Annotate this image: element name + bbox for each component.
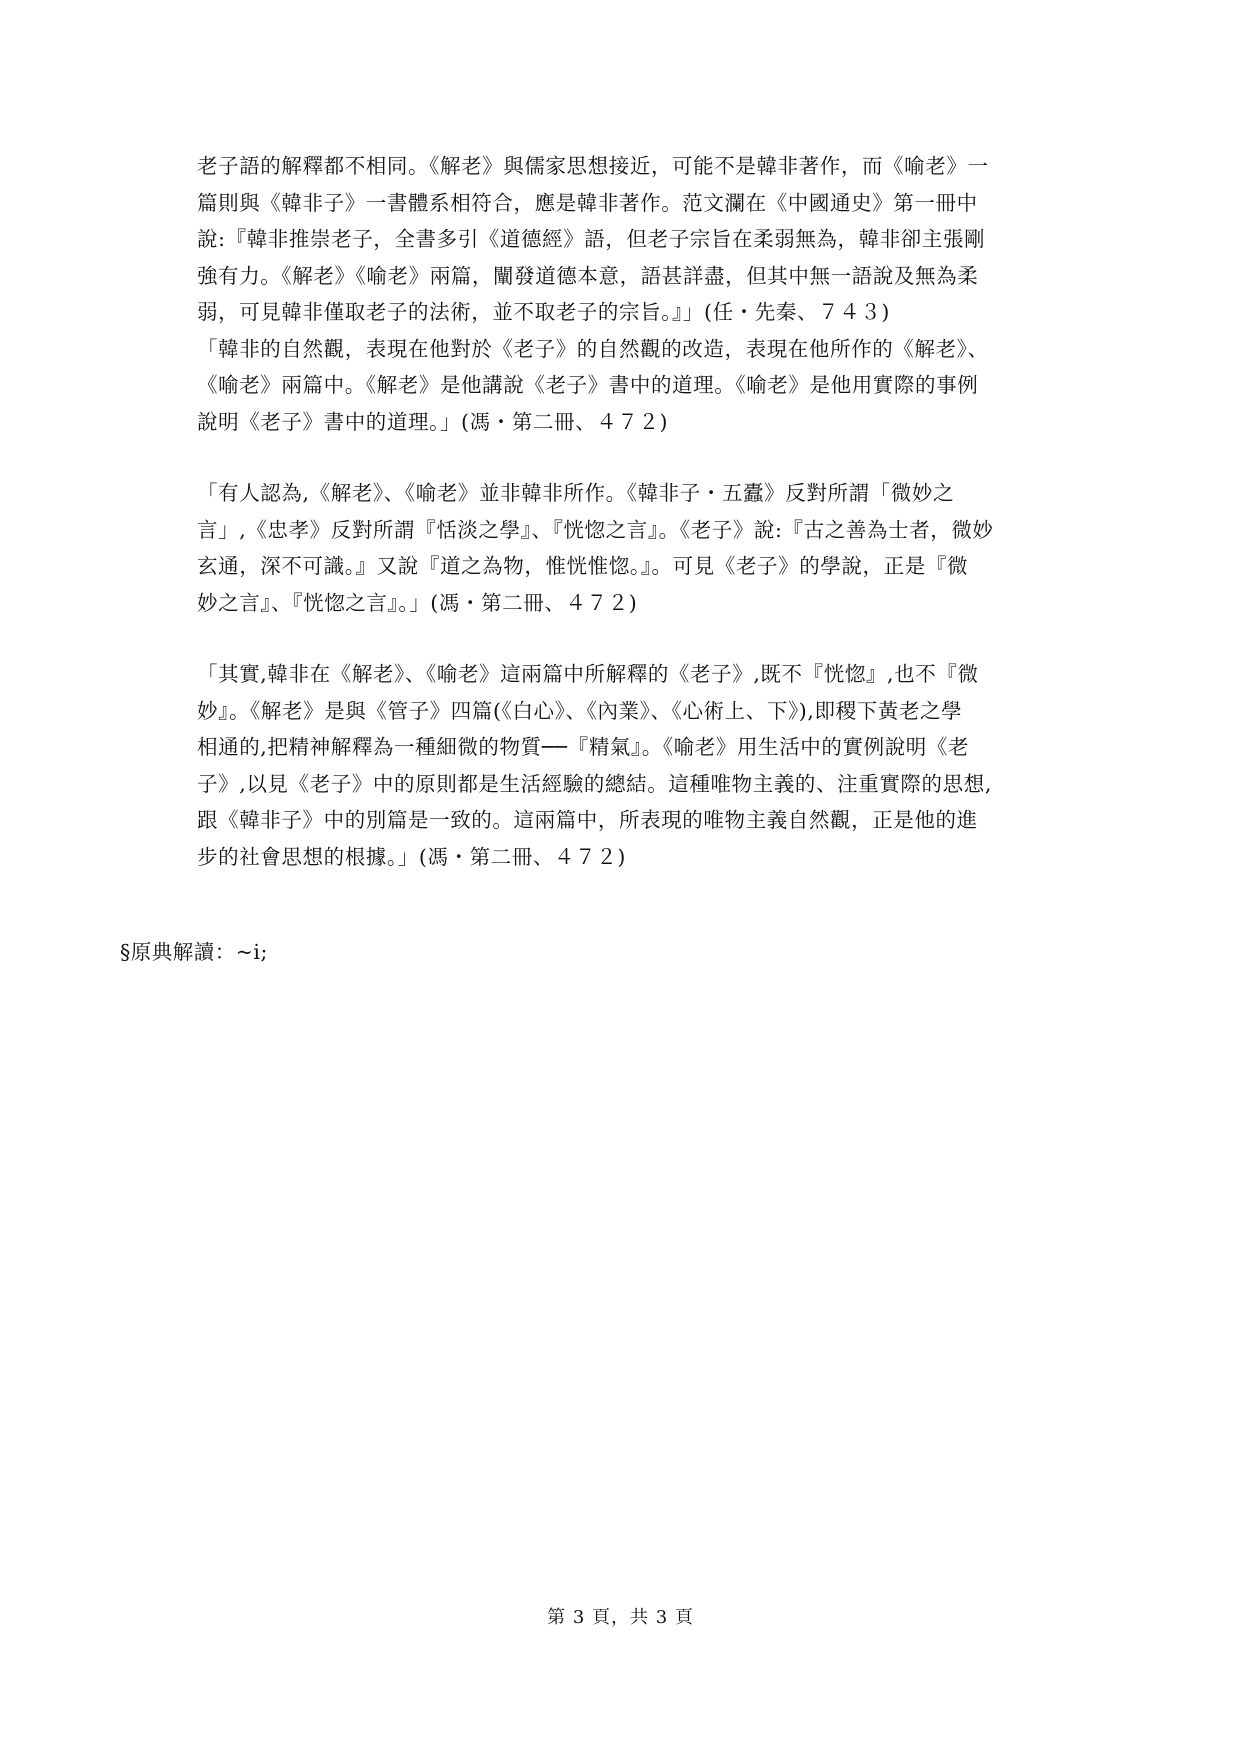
paragraph-natural-view: 「韓非的自然觀，表現在他對於《老子》的自然觀的改造，表現在他所作的《解老》、 《喻老》兩篇中。《解老》是他講說《老子》書中的道理。《喻老》是他用實際的事例 說明《老子》書中的道理。」(馮・第二冊、４７２)	[197, 336, 989, 434]
page-footer: 第 3 頁，共 3 頁	[547, 1607, 694, 1628]
section-heading: §原典解讀：~i;	[120, 940, 268, 964]
body-text	[197, 148, 1117, 875]
paragraph-jielao-yulao-authorship: 老子語的解釋都不相同。《解老》與儒家思想接近，可能不是韓非著作，而《喻老》一 篇則與《韓非子》一書體系相符合，應是韓非著作。范文瀾在《中國通史》第一冊中 說:『韓非推崇老子，全書多引《道德經》語，但老子宗旨在柔弱無為，韓非卻主張剛 強有力。《解老》《喻老》兩篇，闡發道德本意，語甚詳盡，但其中無一語說及無為柔 弱，可見韓非僅取老子的法術，並不取老子的宗旨。』」(任・先秦、７４３)	[197, 154, 989, 324]
paragraph-materialism: 「其實,韓非在《解老》、《喻老》這兩篇中所解釋的《老子》,既不『恍惚』,也不『微 妙』。《解老》是與《管子》四篇(《白心》、《內業》、《心術上、下》),即稷下黃老之學 相通的,把精神解釋為一種細微的物質──『精氣』。《喻老》用生活中的實例說明《老 子》,以見《老子》中的原則都是生活經驗的總結。這種唯物主義的、注重實際的思想, 跟《韓非子》中的別篇是一致的。這兩篇中，所表現的唯物主義自然觀，正是他的進 步的社會思想的根據。」(馮・第二冊、４７２)	[197, 662, 992, 869]
paragraph-not-by-hanfei: 「有人認為,《解老》、《喻老》並非韓非所作。《韓非子・五蠹》反對所謂「微妙之 言」,《忠孝》反對所謂『恬淡之學』、『恍惚之言』。《老子》說:『古之善為士者，微妙 玄通，深不可識。』又說『道之為物，惟恍惟惚。』。可見《老子》的學說，正是『微 妙之言』、『恍惚之言』。」(馮・第二冊、４７２)	[197, 481, 994, 615]
